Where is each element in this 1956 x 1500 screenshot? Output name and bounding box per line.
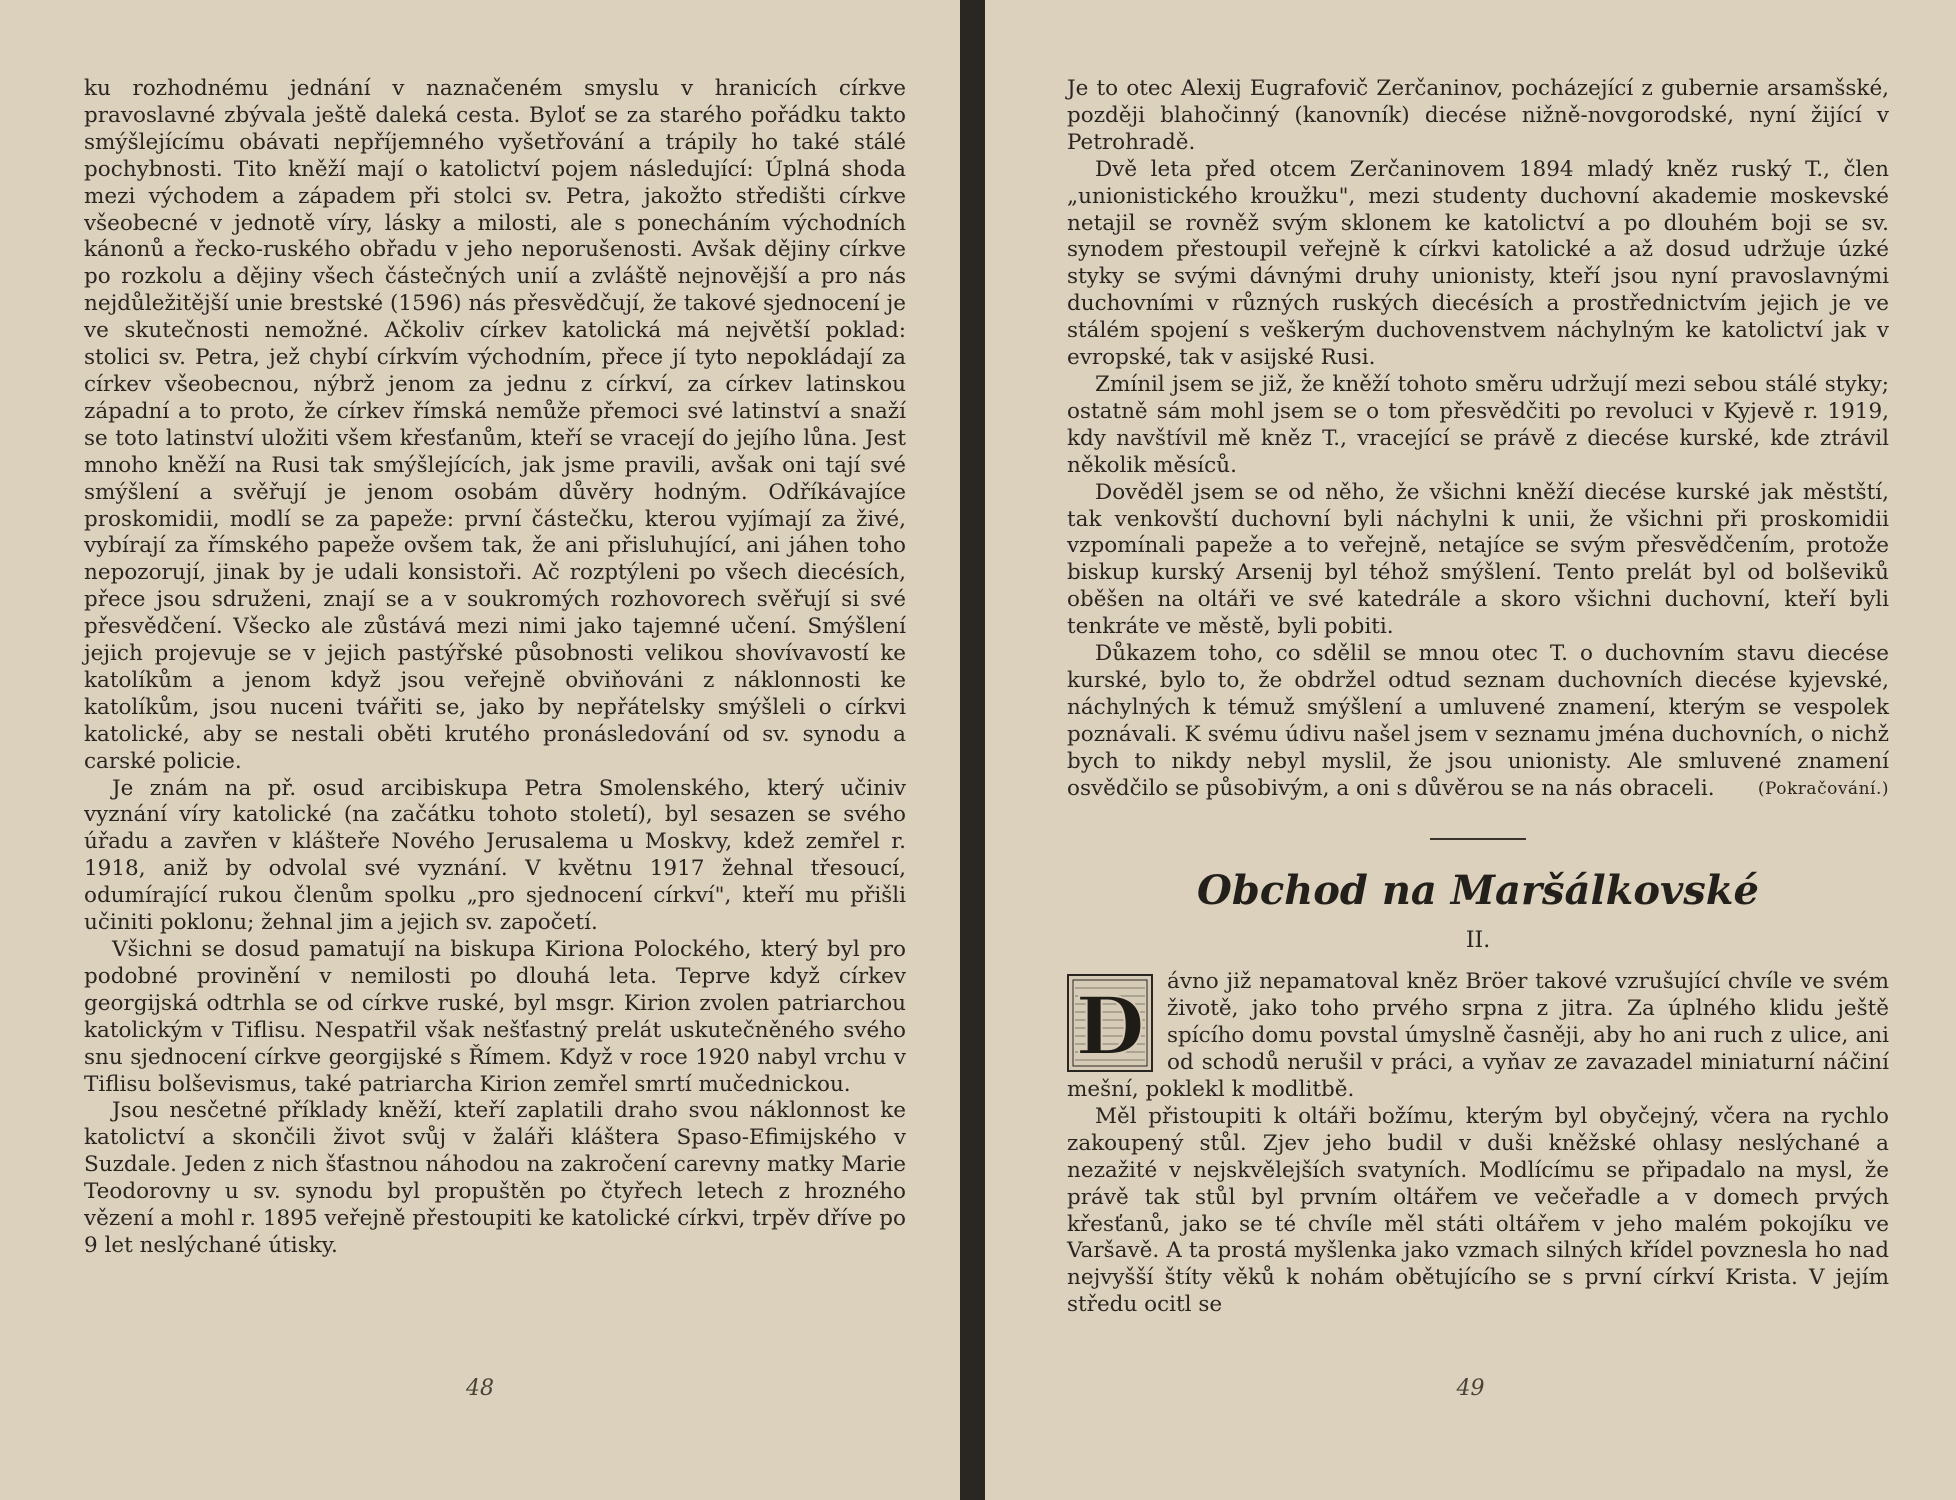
paragraph: Je to otec Alexij Eugrafovič Zerčaninov, pocházející z gubernie arsamšské, později blahočinný (kanovník) diecése nižně-novgorodské, nyní žijící v Petrohradě. — [1067, 76, 1889, 155]
section-divider — [1430, 838, 1526, 840]
paragraph: Zmínil jsem se již, že kněží tohoto směru udržují mezi sebou stálé styky; ostatně sám mohl jsem se o tom přesvědčiti po revoluci v Kyjevě r. 1919, kdy navštívil mě kněz T., vracející se právě z diecése kurské, kde ztrávil několik měsíců. — [1067, 371, 1889, 478]
left-text-column — [84, 76, 906, 1260]
drop-cap — [1067, 974, 1153, 1072]
opening-paragraph — [1067, 969, 1889, 1104]
section-title: Obchod na Maršálkovské — [1197, 867, 1759, 915]
paragraph — [1067, 641, 1889, 802]
paragraph: Dvě leta před otcem Zerčaninovem 1894 mladý kněz ruský T., člen „unionistického kroužku", mezi studenty duchovní akademie moskevské netajil se rovněž svým sklonem ke katolictví a po dlouhém boji se sv. synodem přestoupil veřejně k církvi katolické a až dosud udržuje úzké styky se svými dávnými druhy unionisty, kteří jsou nyní pravoslavnými duchovními v různých ruských diecésích a prostřednictvím jejich je ve stálém spojení s veškerým duchovenstvem náchylným ke katolictví jak v evropské, tak v asijské Rusi. — [1067, 156, 1889, 371]
paragraph: Měl přistoupiti k oltáři božímu, kterým byl obyčejný, včera na rychlo zakoupený stůl. Zjev jeho budil v duši kněžské ohlasy neslýchané a nezažité v nejskvělejších svatyních. Modlícímu se připadalo na mysl, že právě tak stůl byl prvním oltářem ve večeřadle a v domech prvých křesťanů, jako se té chvíle měl státi oltářem v jeho malém pokojíku ve Varšavě. A ta prostá myšlenka jako vzmach silných křídel povznesla ho nad nejvyšší štíty věků k nohám obětujícího se s první církví Krista. V jejím středu ocitl se — [1067, 1103, 1889, 1318]
paragraph: Dověděl jsem se od něho, že všichni kněží diecése kurské jak městští, tak venkovští duchovní byli náchylni k unii, že všichni při proskomidii vzpomínali papeže a to veřejně, netajíce se svým přesvědčením, protože biskup kurský Arsenij byl téhož smýšlení. Tento prelát byl od bolševiků oběšen na oltáři ve své katedrále a skoro všichni duchovní, kteří byli tenkráte ve městě, byli pobiti. — [1067, 479, 1889, 640]
page-number: 49 — [1456, 1376, 1485, 1401]
paragraph-text: Důkazem toho, co sdělil se mnou otec T. o duchovním stavu diecése kurské, bylo to, že obdržel odtud seznam duchovních diecése kyjevské, náchylných k témuž smýšlení a umluvené znamení, kterým se vespolek poznávali. K svému údivu našel jsem v seznamu jména duchovních, o nichž bych to nikdy nebyl myslil, že jsou unionisty. Ale smluvené znamení osvědčilo se působivým, a oni s důvěrou se na nás obraceli. — [1067, 641, 1889, 801]
page-number: 48 — [466, 1376, 494, 1401]
right-text-column — [1067, 76, 1889, 1319]
paragraph: Je znám na př. osud arcibiskupa Petra Smolenského, který učiniv vyznání víry katolické (na začátku tohoto století), byl sesazen se svého úřadu a zavřen v klášteře Nového Jerusalema u Moskvy, kdež zemřel r. 1918, aniž by odvolal své vyznání. V květnu 1917 žehnal třesoucí, odumírající rukou členům spolku „pro sjednocení církví", kteří mu přišli učiniti poklonu; žehnal jim a jejich sv. započetí. — [84, 775, 906, 936]
paragraph: Všichni se dosud pamatují na biskupa Kiriona Polockého, který byl pro podobné provinění v nemilosti po dlouhá leta. Teprve když církev georgijská odtrhla se od církve ruské, byl msgr. Kirion zvolen patriarchou katolickým v Tiflisu. Nespatřil však nešťastný prelát uskutečněného svého snu sjednocení církve georgijské s Římem. Když v roce 1920 nabyl vrchu v Tiflisu bolševismus, také patriarcha Kirion zemřel smrtí mučednickou. — [84, 937, 906, 1097]
paragraph: Jsou nesčetné příklady kněží, kteří zaplatili draho svou náklonnost ke katolictví a skončili život svůj v žaláři kláštera Spaso-Efimijského v Suzdale. Jeden z nich šťastnou náhodou na zakročení carevny matky Marie Teodorovny u sv. synodu byl propuštěn po čtyřech letech z hrozného vězení a mohl r. 1895 veřejně přestoupiti ke katolické církvi, trpěv dříve po 9 let neslýchané útisky. — [84, 1098, 906, 1258]
opening-paragraph-text: ávno již nepamatoval kněz Bröer takové vzrušující chvíle ve svém životě, jako toho prvého srpna z jitra. Za úplného klidu ještě spícího domu povstal úmyslně časněji, aby ho ani ruch z ulice, ani od schodů nerušil v práci, a vyňav ze zavazadel miniaturní náčiní mešní, poklekl k modlitbě. — [1067, 969, 1889, 1102]
paragraph: ku rozhodnému jednání v naznačeném smyslu v hranicích církve pravoslavné zbývala ještě daleká cesta. Byloť se za starého pořádku takto smýšlejícímu obávati nepříjemného vyšetřování a trápily ho také stálé pochybnosti. Tito kněží mají o katolictví pojem následující: Úplná shoda mezi východem a západem při stolci sv. Petra, jakožto středišti církve všeobecné v jednotě víry, lásky a milosti, ale s ponecháním východních kánonů a řecko-ruského obřadu v jeho neporušenosti. Avšak dějiny církve po rozkolu a dějiny všech částečných unií a zvláště nejnovější a pro nás nejdůležitější unie brestské (1596) nás přesvědčují, že takové sjednocení je ve skutečnosti nemožné. Ačkoliv církev katolická má největší poklad: stolici sv. Petra, jež chybí církvím východním, přece jí tyto nepokládají za církev všeobecnou, nýbrž jenom za jednu z církví, za církev latinskou západní a to proto, že církev římská nemůže přemoci své latinství a snaží se toto latinství uložiti všem křesťanům, kteří se vracejí do jejího lůna. Jest mnoho kněží na Rusi tak smýšlejících, jak jsme pravili, avšak oni tají své smýšlení a svěřují je jenom osobám důvěry hodným. Odříkávajíce proskomidii, modlí se za papeže: první částečku, kterou vyjímají za živé, vybírají za římského papeže ovšem tak, že ani přisluhující, ani jáhen toho nepozorují, jinak by je udali konsistoři. Ač rozptýleni po všech diecésích, přece jsou sdruženi, znají se a v soukromých rozhovorech svěřují si své přesvědčení. Všecko ale zůstává mezi nimi jako tajemné učení. Smýšlení jejich projevuje se v jejich pastýřské působnosti velikou shovívavostí ke katolíkům a jenom když jsou veřejně obviňováni z náklonnosti ke katolíkům, jsou nuceni tvářiti se, jako by nepřátelsky smýšleli o církvi katolické, aby se nestali oběti krutého pronásledování od sv. synodu a carské policie. — [84, 76, 906, 774]
drop-cap-letter: D — [1075, 979, 1145, 1073]
chapter-number: II. — [1465, 928, 1491, 954]
left-page — [0, 0, 960, 1500]
continuation-note: (Pokračování.) — [1757, 778, 1889, 799]
right-page — [985, 0, 1956, 1500]
